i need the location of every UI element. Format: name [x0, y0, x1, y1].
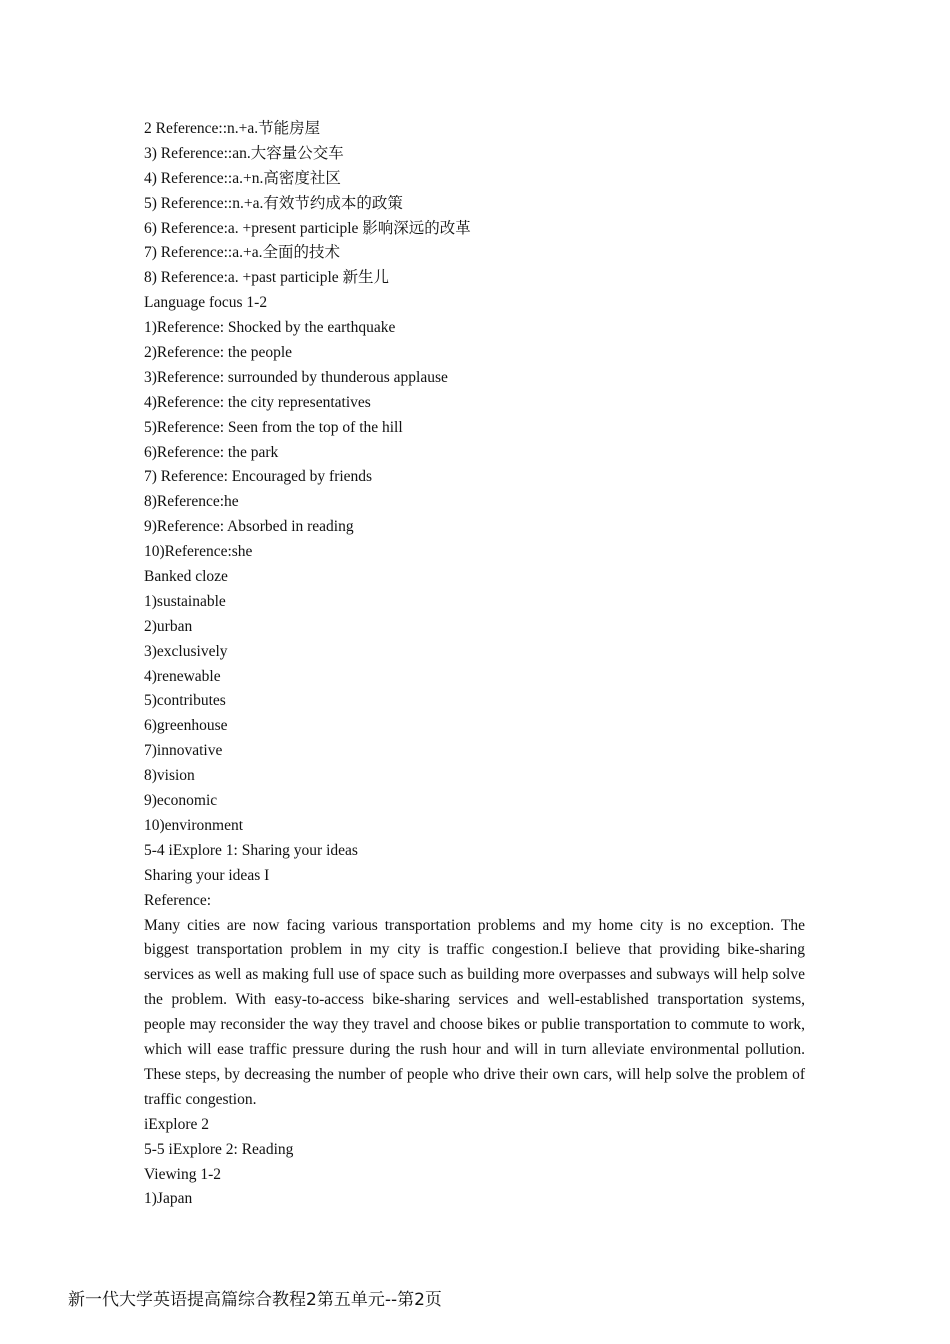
document-body — [144, 117, 808, 1212]
text-line: 2)Reference: the people — [144, 344, 293, 362]
text-line: 4)renewable — [144, 667, 221, 685]
text-line: 3)Reference: surrounded by thunderous applause — [144, 368, 448, 386]
text-line: 5) Reference::n.+a.有效节约成本的政策 — [144, 194, 403, 212]
section-heading: Banked cloze — [144, 568, 228, 586]
page-footer: 新一代大学英语提高篇综合教程2第五单元--第2页 — [68, 1290, 442, 1310]
section-heading: Viewing 1-2 — [144, 1165, 221, 1183]
text-line: 9)economic — [144, 792, 218, 810]
text-line: 1)Reference: Shocked by the earthquake — [144, 319, 396, 337]
text-line: 1)sustainable — [144, 592, 226, 610]
text-line: 3) Reference::an.大容量公交车 — [144, 144, 344, 162]
text-line: 9)Reference: Absorbed in reading — [144, 518, 354, 536]
section-heading: 5-4 iExplore 1: Sharing your ideas — [144, 841, 358, 859]
text-line: 4)Reference: the city representatives — [144, 393, 371, 411]
text-line: 10)Reference:she — [144, 543, 253, 561]
text-line: 4) Reference::a.+n.高密度社区 — [144, 169, 341, 187]
text-line: 7)innovative — [144, 742, 223, 760]
text-line: 6)Reference: the park — [144, 443, 279, 461]
text-line: 8)vision — [144, 767, 195, 785]
text-line: 1)Japan — [144, 1190, 193, 1208]
section-heading: Sharing your ideas I — [144, 866, 270, 884]
reference-paragraph: Many cities are now facing various transportation problems and my home city is no exception. The biggest transportation problem in my city is traffic congestion.I believe that providing bike-sharing services as well as making full use of space such as building more overpasses and subways will help solve the problem. With easy-to-access bike-sharing services and well-established transportation systems, people may reconsider the way they travel and choose bikes or publie transportation to commute to work, which will ease traffic pressure during the rush hour and will in turn alleviate environmental pollution. These steps, by decreasing the number of people who drive their own cars, will help solve the problem of traffic congestion. — [144, 916, 805, 1108]
text-line: 8) Reference:a. +past participle 新生儿 — [144, 269, 390, 287]
text-line: 2 Reference::n.+a.节能房屋 — [144, 120, 321, 137]
section-heading: 5-5 iExplore 2: Reading — [144, 1140, 294, 1158]
text-line: 6)greenhouse — [144, 717, 228, 735]
section-heading: iExplore 2 — [144, 1115, 209, 1133]
text-line: 7) Reference::a.+a.全面的技术 — [144, 244, 340, 262]
text-line: 3)exclusively — [144, 642, 228, 660]
text-line: 6) Reference:a. +present participle 影响深远的改革 — [144, 219, 471, 237]
text-line: 8)Reference:he — [144, 493, 239, 511]
text-line: 7) Reference: Encouraged by friends — [144, 468, 373, 486]
text-line: 5)Reference: Seen from the top of the hill — [144, 418, 403, 436]
text-line: Reference: — [144, 891, 212, 909]
text-line: 10)environment — [144, 816, 244, 834]
section-heading: Language focus 1-2 — [144, 294, 268, 312]
text-line: 2)urban — [144, 617, 193, 635]
text-line: 5)contributes — [144, 692, 226, 710]
